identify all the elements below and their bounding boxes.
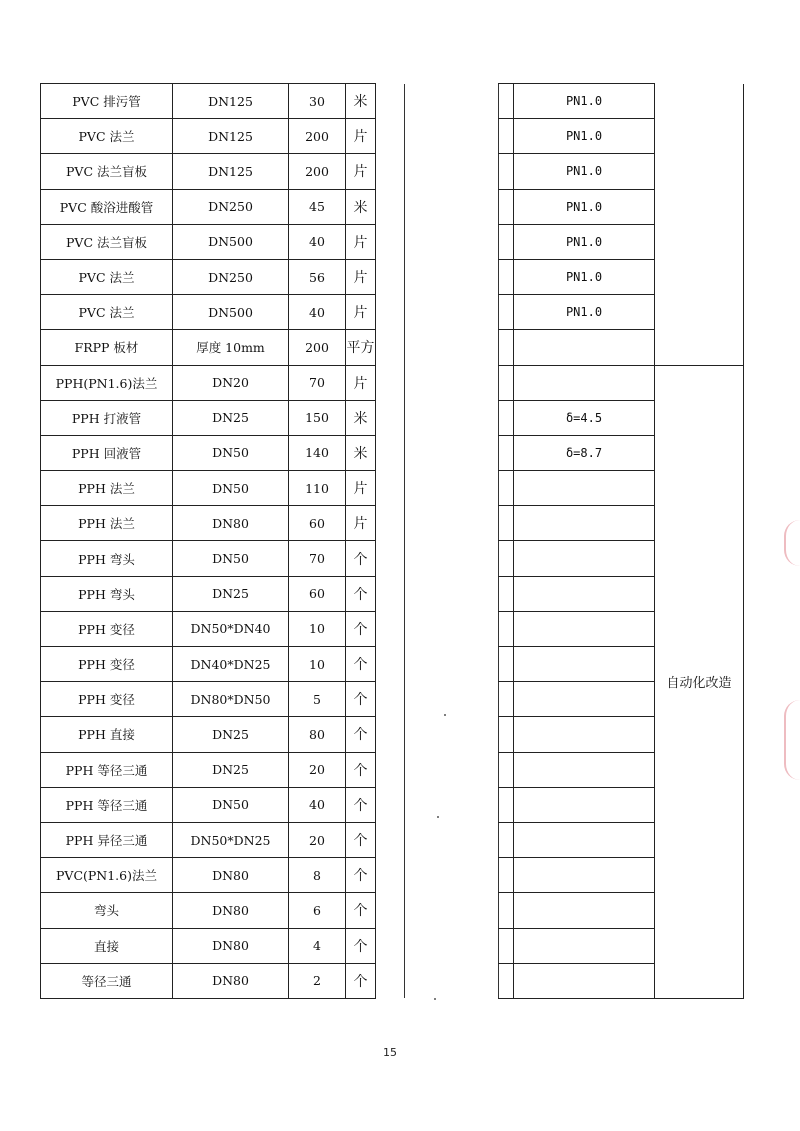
blank-column-cell: [376, 963, 405, 998]
item-name-cell: PVC 法兰: [41, 259, 173, 294]
blank-column-cell: [499, 330, 514, 365]
table-row: [41, 435, 405, 470]
table-row: [41, 576, 405, 611]
item-name-cell: 弯头: [41, 893, 173, 928]
remark-group-cell: 自动化改造: [655, 365, 744, 998]
item-qty-cell: 56: [289, 259, 346, 294]
item-unit-cell: 个: [346, 822, 376, 857]
item-spec-cell: DN125: [173, 154, 289, 189]
remark-cell: [655, 259, 744, 294]
blank-column-cell: [499, 295, 514, 330]
spec-note-cell: [514, 471, 655, 506]
item-qty-cell: 200: [289, 119, 346, 154]
item-unit-cell: 片: [346, 119, 376, 154]
item-qty-cell: 70: [289, 365, 346, 400]
spec-note-cell: PN1.0: [514, 295, 655, 330]
table-row: [41, 963, 405, 998]
table-row: [41, 858, 405, 893]
spec-note-cell: [514, 893, 655, 928]
blank-column-cell: [499, 471, 514, 506]
item-name-cell: 等径三通: [41, 963, 173, 998]
item-spec-cell: DN500: [173, 224, 289, 259]
table-row: [41, 119, 405, 154]
item-spec-cell: DN40*DN25: [173, 647, 289, 682]
table-row: [41, 189, 405, 224]
table-row: [41, 787, 405, 822]
item-unit-cell: 米: [346, 400, 376, 435]
blank-column-cell: [376, 541, 405, 576]
item-qty-cell: 20: [289, 752, 346, 787]
blank-column-cell: [376, 259, 405, 294]
item-unit-cell: 个: [346, 647, 376, 682]
table-row: [499, 154, 744, 189]
table-row: [41, 752, 405, 787]
table-row: [41, 717, 405, 752]
blank-column-cell: [376, 787, 405, 822]
table-row: [41, 822, 405, 857]
blank-column-cell: [376, 576, 405, 611]
remark-cell: [655, 154, 744, 189]
item-name-cell: PPH 回液管: [41, 435, 173, 470]
blank-column-cell: [499, 154, 514, 189]
spec-note-cell: [514, 611, 655, 646]
item-unit-cell: 个: [346, 717, 376, 752]
item-name-cell: PVC 法兰盲板: [41, 154, 173, 189]
table-row: [41, 893, 405, 928]
blank-column-cell: [499, 647, 514, 682]
table-row: [41, 928, 405, 963]
item-unit-cell: 米: [346, 189, 376, 224]
spec-note-cell: PN1.0: [514, 84, 655, 119]
table-row: [499, 365, 744, 400]
item-spec-cell: DN125: [173, 119, 289, 154]
item-name-cell: PVC 法兰: [41, 119, 173, 154]
item-unit-cell: 个: [346, 541, 376, 576]
blank-column-cell: [376, 717, 405, 752]
item-spec-cell: DN25: [173, 576, 289, 611]
blank-column-cell: [376, 647, 405, 682]
item-spec-cell: DN25: [173, 717, 289, 752]
blank-column-cell: [499, 787, 514, 822]
item-unit-cell: 米: [346, 84, 376, 119]
table-row: [41, 471, 405, 506]
item-unit-cell: 个: [346, 682, 376, 717]
item-spec-cell: DN80: [173, 506, 289, 541]
blank-column-cell: [376, 84, 405, 119]
item-spec-cell: DN500: [173, 295, 289, 330]
item-name-cell: PPH 弯头: [41, 541, 173, 576]
blank-column-cell: [376, 154, 405, 189]
item-unit-cell: 个: [346, 752, 376, 787]
item-qty-cell: 6: [289, 893, 346, 928]
item-unit-cell: 个: [346, 787, 376, 822]
spec-note-cell: PN1.0: [514, 259, 655, 294]
item-qty-cell: 40: [289, 224, 346, 259]
blank-column-cell: [376, 752, 405, 787]
item-unit-cell: 米: [346, 435, 376, 470]
blank-column-cell: [499, 576, 514, 611]
remark-cell: [655, 295, 744, 330]
spec-note-cell: PN1.0: [514, 189, 655, 224]
item-spec-cell: DN20: [173, 365, 289, 400]
item-spec-cell: DN50: [173, 541, 289, 576]
item-unit-cell: 个: [346, 611, 376, 646]
blank-column-cell: [499, 400, 514, 435]
item-spec-cell: DN50: [173, 435, 289, 470]
item-qty-cell: 8: [289, 858, 346, 893]
blank-column-cell: [376, 119, 405, 154]
item-qty-cell: 110: [289, 471, 346, 506]
item-spec-cell: DN50: [173, 471, 289, 506]
blank-column-cell: [499, 189, 514, 224]
item-name-cell: 直接: [41, 928, 173, 963]
item-name-cell: PVC 法兰盲板: [41, 224, 173, 259]
item-unit-cell: 平方: [346, 330, 376, 365]
item-name-cell: PVC 排污管: [41, 84, 173, 119]
item-qty-cell: 40: [289, 295, 346, 330]
item-name-cell: PPH 等径三通: [41, 752, 173, 787]
item-name-cell: PPH(PN1.6)法兰: [41, 365, 173, 400]
table-row: [499, 330, 744, 365]
item-spec-cell: DN125: [173, 84, 289, 119]
table-row: [41, 259, 405, 294]
table-row: [41, 647, 405, 682]
item-unit-cell: 片: [346, 259, 376, 294]
item-name-cell: PPH 打液管: [41, 400, 173, 435]
blank-column-cell: [376, 611, 405, 646]
item-name-cell: PVC(PN1.6)法兰: [41, 858, 173, 893]
table-row: [499, 259, 744, 294]
blank-column-cell: [376, 858, 405, 893]
item-unit-cell: 片: [346, 224, 376, 259]
blank-column-cell: [499, 752, 514, 787]
blank-column-cell: [376, 435, 405, 470]
blank-column-cell: [376, 330, 405, 365]
table-row: [41, 400, 405, 435]
scan-speck: [437, 816, 439, 818]
item-qty-cell: 20: [289, 822, 346, 857]
remark-cell: [655, 330, 744, 365]
table-row: [41, 365, 405, 400]
spec-note-cell: [514, 752, 655, 787]
blank-column-cell: [499, 928, 514, 963]
blank-column-cell: [376, 471, 405, 506]
item-name-cell: PPH 等径三通: [41, 787, 173, 822]
remarks-table: [498, 83, 744, 999]
item-spec-cell: DN80: [173, 928, 289, 963]
spec-note-cell: [514, 858, 655, 893]
spec-note-cell: [514, 647, 655, 682]
blank-column-cell: [376, 506, 405, 541]
item-qty-cell: 140: [289, 435, 346, 470]
spec-note-cell: δ=8.7: [514, 435, 655, 470]
item-qty-cell: 10: [289, 647, 346, 682]
item-qty-cell: 80: [289, 717, 346, 752]
item-spec-cell: DN80: [173, 963, 289, 998]
item-spec-cell: DN25: [173, 752, 289, 787]
item-qty-cell: 2: [289, 963, 346, 998]
table-row: [499, 189, 744, 224]
item-qty-cell: 45: [289, 189, 346, 224]
spec-note-cell: [514, 365, 655, 400]
item-spec-cell: DN50*DN25: [173, 822, 289, 857]
blank-column-cell: [499, 541, 514, 576]
item-unit-cell: 个: [346, 893, 376, 928]
table-row: [41, 84, 405, 119]
table-row: [41, 224, 405, 259]
spec-note-cell: [514, 822, 655, 857]
blank-column-cell: [376, 822, 405, 857]
item-qty-cell: 150: [289, 400, 346, 435]
item-spec-cell: DN80*DN50: [173, 682, 289, 717]
item-name-cell: PPH 变径: [41, 611, 173, 646]
scan-speck: [434, 998, 436, 1000]
item-unit-cell: 个: [346, 963, 376, 998]
item-unit-cell: 片: [346, 295, 376, 330]
table-row: [41, 330, 405, 365]
spec-note-cell: [514, 787, 655, 822]
spec-note-cell: [514, 541, 655, 576]
blank-column-cell: [499, 365, 514, 400]
scan-speck: [444, 714, 446, 716]
item-name-cell: PPH 法兰: [41, 471, 173, 506]
item-unit-cell: 片: [346, 471, 376, 506]
seal-edge-mark: [784, 520, 800, 566]
item-qty-cell: 200: [289, 330, 346, 365]
table-row: [41, 611, 405, 646]
item-qty-cell: 10: [289, 611, 346, 646]
page-number: 15: [383, 1046, 397, 1059]
blank-column-cell: [499, 822, 514, 857]
table-row: [41, 541, 405, 576]
item-name-cell: PPH 变径: [41, 647, 173, 682]
blank-column-cell: [499, 682, 514, 717]
item-spec-cell: DN50*DN40: [173, 611, 289, 646]
item-unit-cell: 片: [346, 365, 376, 400]
spec-note-cell: δ=4.5: [514, 400, 655, 435]
item-unit-cell: 个: [346, 858, 376, 893]
item-name-cell: PPH 法兰: [41, 506, 173, 541]
spec-note-cell: PN1.0: [514, 119, 655, 154]
item-spec-cell: DN25: [173, 400, 289, 435]
item-qty-cell: 5: [289, 682, 346, 717]
item-spec-cell: 厚度 10mm: [173, 330, 289, 365]
table-row: [499, 119, 744, 154]
item-qty-cell: 4: [289, 928, 346, 963]
item-name-cell: PPH 弯头: [41, 576, 173, 611]
item-qty-cell: 70: [289, 541, 346, 576]
blank-column-cell: [499, 611, 514, 646]
spec-note-cell: [514, 506, 655, 541]
item-qty-cell: 200: [289, 154, 346, 189]
item-name-cell: FRPP 板材: [41, 330, 173, 365]
item-unit-cell: 个: [346, 928, 376, 963]
spec-note-cell: PN1.0: [514, 224, 655, 259]
table-row: [499, 295, 744, 330]
blank-column-cell: [376, 365, 405, 400]
spec-note-cell: [514, 576, 655, 611]
table-row: [41, 154, 405, 189]
blank-column-cell: [376, 295, 405, 330]
blank-column-cell: [376, 224, 405, 259]
remark-cell: [655, 189, 744, 224]
table-row: [499, 224, 744, 259]
spec-note-cell: PN1.0: [514, 154, 655, 189]
item-qty-cell: 60: [289, 506, 346, 541]
item-qty-cell: 60: [289, 576, 346, 611]
blank-column-cell: [376, 928, 405, 963]
item-spec-cell: DN80: [173, 858, 289, 893]
blank-column-cell: [499, 84, 514, 119]
table-row: [41, 295, 405, 330]
blank-column-cell: [499, 858, 514, 893]
blank-column-cell: [499, 119, 514, 154]
remark-cell: [655, 224, 744, 259]
item-name-cell: PVC 酸浴进酸管: [41, 189, 173, 224]
item-spec-cell: DN80: [173, 893, 289, 928]
item-qty-cell: 30: [289, 84, 346, 119]
blank-column-cell: [376, 893, 405, 928]
blank-column-cell: [376, 400, 405, 435]
blank-column-cell: [499, 963, 514, 998]
spec-note-cell: [514, 682, 655, 717]
item-spec-cell: DN250: [173, 259, 289, 294]
item-name-cell: PPH 变径: [41, 682, 173, 717]
blank-column-cell: [499, 506, 514, 541]
item-unit-cell: 片: [346, 154, 376, 189]
blank-column-cell: [499, 717, 514, 752]
remark-cell: [655, 119, 744, 154]
item-name-cell: PPH 直接: [41, 717, 173, 752]
blank-column-cell: [499, 893, 514, 928]
table-row: [41, 506, 405, 541]
item-name-cell: PVC 法兰: [41, 295, 173, 330]
table-row: [41, 682, 405, 717]
item-spec-cell: DN250: [173, 189, 289, 224]
spec-note-cell: [514, 717, 655, 752]
spec-note-cell: [514, 963, 655, 998]
item-name-cell: PPH 异径三通: [41, 822, 173, 857]
item-unit-cell: 片: [346, 506, 376, 541]
blank-column-cell: [376, 189, 405, 224]
blank-column-cell: [376, 682, 405, 717]
item-spec-cell: DN50: [173, 787, 289, 822]
seal-edge-mark-lower: [784, 700, 800, 780]
item-unit-cell: 个: [346, 576, 376, 611]
remark-cell: [655, 84, 744, 119]
blank-column-cell: [499, 224, 514, 259]
blank-column-cell: [499, 259, 514, 294]
item-qty-cell: 40: [289, 787, 346, 822]
spec-note-cell: [514, 330, 655, 365]
table-row: [499, 84, 744, 119]
materials-table: [40, 83, 405, 999]
blank-column-cell: [499, 435, 514, 470]
spec-note-cell: [514, 928, 655, 963]
